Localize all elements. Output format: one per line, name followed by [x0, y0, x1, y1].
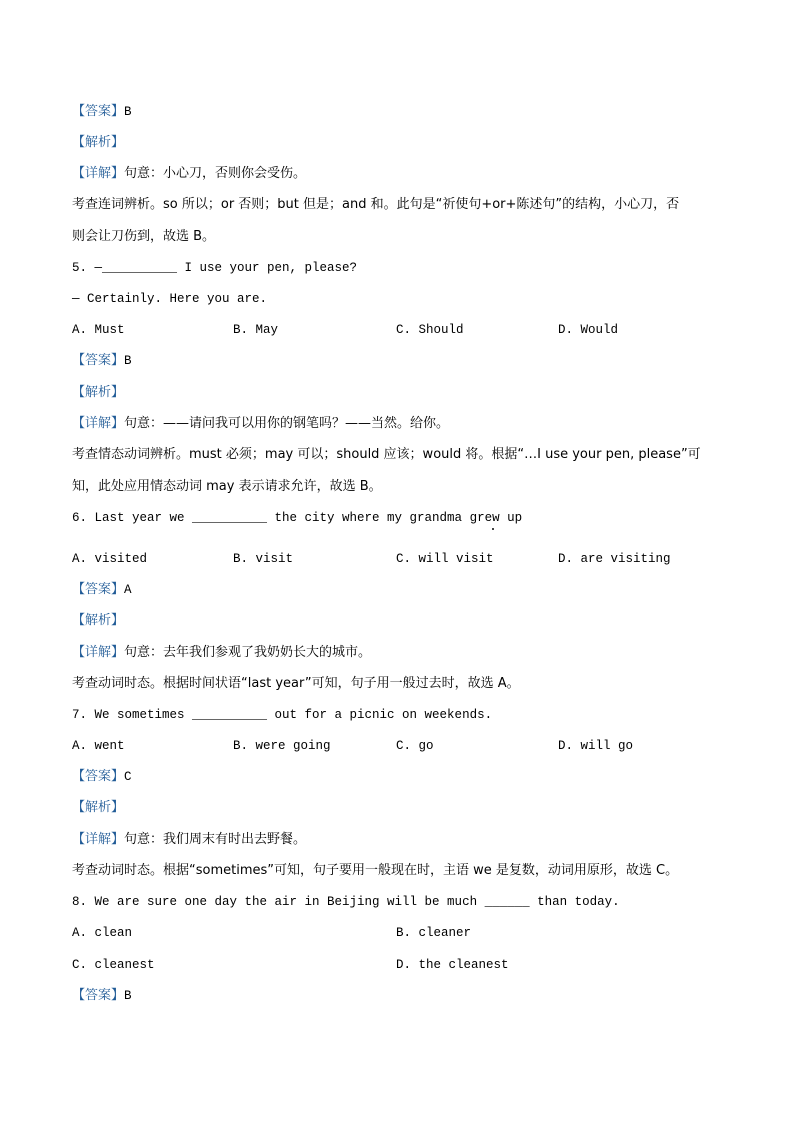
q6-option-d: D. are visiting	[558, 552, 671, 566]
detail-tag: 【详解】	[72, 416, 125, 431]
q4-detail-line	[72, 165, 306, 183]
answer-tag: 【答案】	[72, 769, 125, 784]
q8-option-a: A. clean	[72, 926, 133, 940]
answer-tag: 【答案】	[72, 353, 125, 368]
q6-analysis-line	[72, 612, 124, 630]
q8-option-d: D. the cleanest	[396, 958, 509, 972]
analysis-tag: 【解析】	[72, 385, 125, 400]
q7-answer-line	[72, 768, 132, 786]
answer-tag: 【答案】	[72, 988, 125, 1003]
q6-explanation-line-1: 考查动词时态。根据时间状语“last year”可知，句子用一般过去时，故选 A。	[72, 676, 520, 691]
detail-text: 句意：我们周末有时出去野餐。	[124, 832, 307, 847]
answer-tag: 【答案】	[72, 104, 125, 119]
detail-text: 句意：——请问我可以用你的钢笔吗？——当然。给你。	[124, 416, 450, 431]
q6-detail-line	[72, 644, 371, 662]
q5-option-a: A. Must	[72, 323, 125, 337]
q8-option-b: B. cleaner	[396, 926, 472, 940]
q8-stem: 8. We are sure one day the air in Beijing will be much ______ than today.	[72, 895, 620, 909]
q5-reply: — Certainly. Here you are.	[72, 292, 268, 306]
q6-option-c: C. will visit	[396, 552, 494, 566]
q5-detail-line	[72, 415, 449, 433]
stray-dot	[492, 528, 494, 530]
detail-tag: 【详解】	[72, 645, 125, 660]
q6-stem: 6. Last year we __________ the city where my grandma grew up	[72, 511, 523, 525]
q7-option-d: D. will go	[558, 739, 634, 753]
q4-analysis-line	[72, 134, 124, 152]
q5-stem: 5. —__________ I use your pen, please?	[72, 261, 358, 275]
analysis-tag: 【解析】	[72, 800, 125, 815]
q7-option-b: B. were going	[233, 739, 331, 753]
q7-stem: 7. We sometimes __________ out for a picnic on weekends.	[72, 708, 493, 722]
q5-option-c: C. Should	[396, 323, 464, 337]
q4-explanation-line-1: 考查连词辨析。so 所以；or 否则；but 但是；and 和。此句是“祈使句+or+陈述句”的结构，小心刀，否	[72, 197, 680, 212]
q5-explanation-line-2: 知，此处应用情态动词 may 表示请求允许，故选 B。	[72, 479, 382, 494]
q7-analysis-line	[72, 799, 124, 817]
analysis-tag: 【解析】	[72, 613, 125, 628]
q5-answer-line	[72, 352, 132, 370]
analysis-tag: 【解析】	[72, 135, 125, 150]
q8-option-c: C. cleanest	[72, 958, 155, 972]
answer-value: C	[124, 770, 132, 784]
answer-value: B	[124, 989, 132, 1003]
q7-explanation-line-1: 考查动词时态。根据“sometimes”可知，句子要用一般现在时，主语 we 是复数，动词用原形，故选 C。	[72, 863, 679, 878]
q8-answer-line	[72, 987, 132, 1005]
q5-option-d: D. Would	[558, 323, 619, 337]
q7-option-c: C. go	[396, 739, 434, 753]
detail-tag: 【详解】	[72, 166, 125, 181]
answer-value: B	[124, 105, 132, 119]
answer-value: B	[124, 354, 132, 368]
detail-text: 句意：去年我们参观了我奶奶长大的城市。	[124, 645, 372, 660]
q5-analysis-line	[72, 384, 124, 402]
q4-explanation-line-2: 则会让刀伤到，故选 B。	[72, 229, 216, 244]
q6-option-a: A. visited	[72, 552, 148, 566]
answer-tag: 【答案】	[72, 582, 125, 597]
q4-answer-line	[72, 103, 132, 121]
q7-detail-line	[72, 831, 306, 849]
q7-option-a: A. went	[72, 739, 125, 753]
q5-option-b: B. May	[233, 323, 279, 337]
detail-text: 句意：小心刀，否则你会受伤。	[124, 166, 307, 181]
q6-option-b: B. visit	[233, 552, 294, 566]
answer-value: A	[124, 583, 132, 597]
q5-explanation-line-1: 考查情态动词辨析。must 必须；may 可以；should 应该；would 将。根据“…I use your pen, please”可	[72, 447, 701, 462]
q6-answer-line	[72, 581, 132, 599]
detail-tag: 【详解】	[72, 832, 125, 847]
